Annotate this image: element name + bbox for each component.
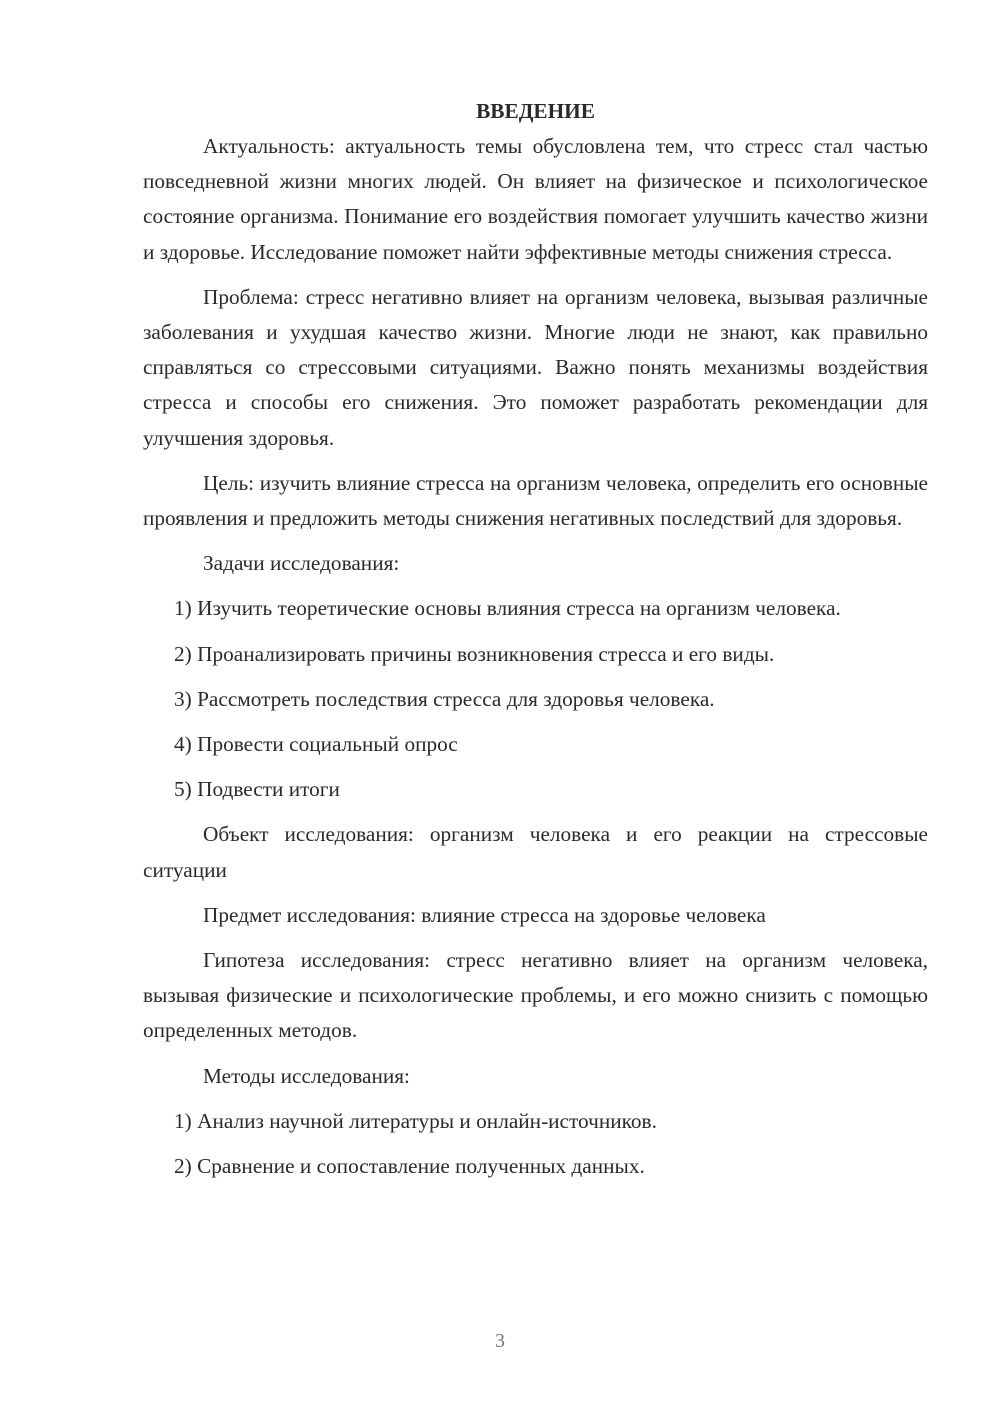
page-title: ВВЕДЕНИЕ (476, 99, 595, 123)
task-item-2: 2) Проанализировать причины возникновения стресса и его виды. (174, 641, 775, 666)
task-item-3: 3) Рассмотреть последствия стресса для здоровья человека. (174, 686, 715, 711)
goal-paragraph: Цель: изучить влияние стресса на организм человека, определить его основные проявления и предложить методы снижения негативных последствий для здоровья. (143, 470, 928, 531)
methods-heading: Методы исследования: (203, 1063, 410, 1088)
tasks-heading: Задачи исследования: (203, 551, 400, 576)
task-item-5: 5) Подвести итоги (174, 777, 340, 802)
problem-paragraph: Проблема: стресс негативно влияет на организм человека, вызывая различные заболевания и ухудшая качество жизни. Многие люди не знают, как правильно справляться со стрессовыми ситуациями. Важно понять механизмы воздействия стресса и способы его снижения. Это поможет разработать рекомендации для улучшения здоровья. (143, 284, 928, 450)
subject-paragraph: Предмет исследования: влияние стресса на здоровье человека (203, 902, 766, 927)
page-number: 3 (495, 1330, 505, 1352)
task-item-1: 1) Изучить теоретические основы влияния стресса на организм человека. (174, 596, 841, 621)
method-item-1: 1) Анализ научной литературы и онлайн-источников. (174, 1108, 657, 1133)
method-item-2: 2) Сравнение и сопоставление полученных данных. (174, 1154, 645, 1179)
object-paragraph: Объект исследования: организм человека и его реакции на стрессовые ситуации (143, 822, 928, 882)
task-item-4: 4) Провести социальный опрос (174, 732, 458, 757)
relevance-paragraph: Актуальность: актуальность темы обусловлена тем, что стресс стал частью повседневной жизни многих людей. Он влияет на физическое и психологическое состояние организма. Понимание его воздействия помогает улучшить качество жизни и здоровье. Исследование поможет найти эффективные методы снижения стресса. (143, 134, 928, 264)
hypothesis-paragraph: Гипотеза исследования: стресс негативно влияет на организм человека, вызывая физические и психологические проблемы, и его можно снизить с помощью определенных методов. (143, 948, 928, 1043)
page-content (143, 93, 928, 1184)
